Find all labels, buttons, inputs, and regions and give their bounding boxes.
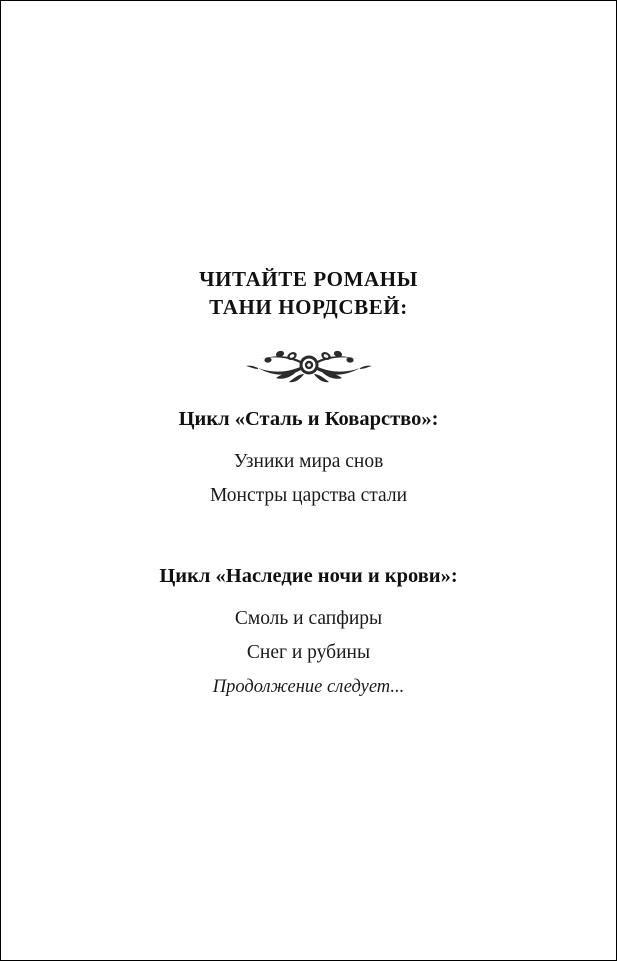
page-title bbox=[1, 266, 616, 322]
to-be-continued-note: Продолжение следует... bbox=[212, 676, 405, 697]
series-block-1 bbox=[1, 404, 616, 513]
series-title: Цикл «Наследие ночи и крови»: bbox=[159, 564, 458, 587]
book-title: Смоль и сапфиры bbox=[234, 607, 383, 629]
book-title: Снег и рубины bbox=[246, 641, 371, 663]
floral-rose-ornament-icon bbox=[234, 340, 384, 386]
book-title: Узники мира снов bbox=[233, 450, 384, 472]
series-title: Цикл «Сталь и Коварство»: bbox=[178, 407, 439, 430]
page-content bbox=[1, 266, 616, 705]
page-title-line-1: ЧИТАЙТЕ РОМАНЫ bbox=[199, 267, 418, 291]
book-title: Монстры царства стали bbox=[209, 484, 408, 506]
series-block-2 bbox=[1, 561, 616, 705]
page-title-line-2: ТАНИ НОРДСВЕЙ: bbox=[209, 294, 408, 319]
